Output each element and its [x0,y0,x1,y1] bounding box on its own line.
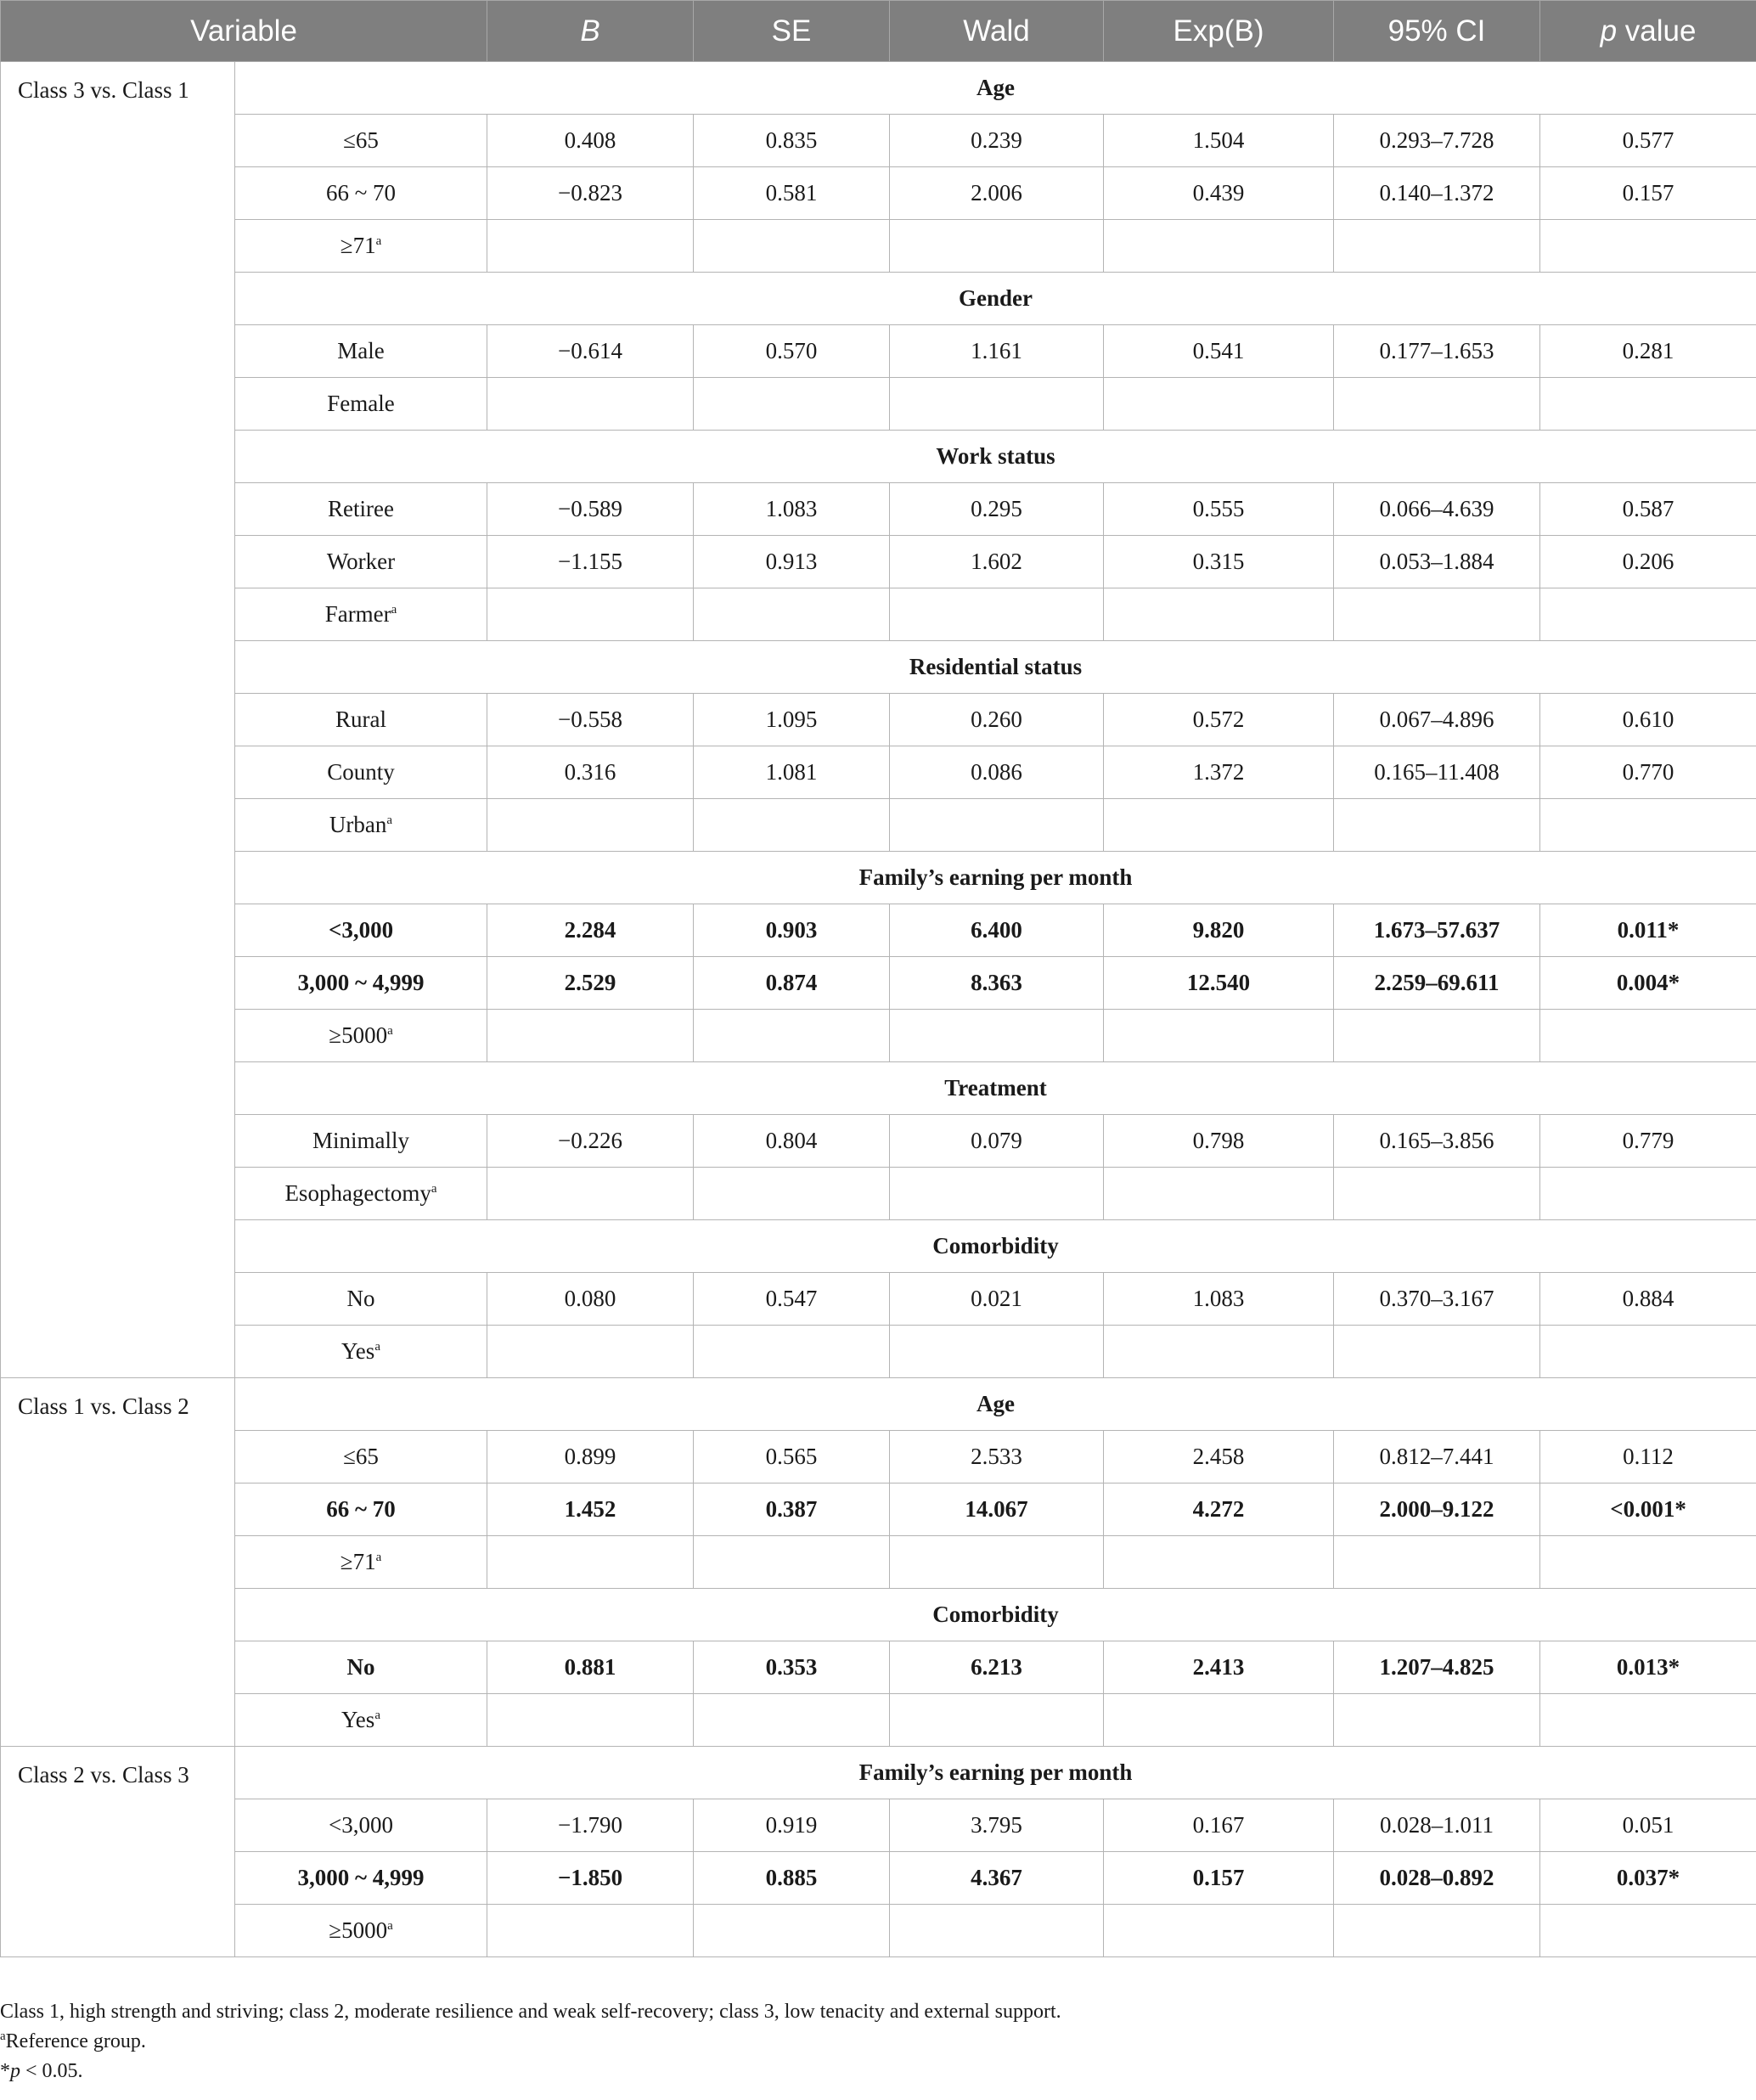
column-header-b: B [487,1,694,62]
section-title: Work status [235,431,1756,483]
pvalue-cell [1540,1905,1756,1957]
ci-cell: 1.673–57.637 [1334,904,1540,957]
expb-cell: 1.372 [1104,746,1334,799]
se-cell: 0.565 [694,1431,890,1484]
se-cell: 0.913 [694,536,890,588]
variable-label: <3,000 [328,917,394,943]
pvalue-cell: 0.206 [1540,536,1756,588]
section-header-row [1,62,1756,115]
table-row [1,325,1756,378]
b-cell: 0.881 [487,1641,694,1694]
b-cell: 1.452 [487,1484,694,1536]
wald-cell [890,378,1104,431]
ci-cell: 0.053–1.884 [1334,536,1540,588]
ci-cell: 0.177–1.653 [1334,325,1540,378]
variable-label: 66 ~ 70 [326,1496,396,1522]
b-cell: −1.850 [487,1852,694,1905]
section-header-row [1,1062,1756,1115]
ci-cell [1334,588,1540,641]
variable-label: Worker [326,549,396,574]
se-cell: 0.874 [694,957,890,1010]
wald-cell: 0.239 [890,115,1104,167]
table-row [1,220,1756,273]
pvalue-cell: 0.779 [1540,1115,1756,1168]
variable-label: Retiree [328,496,394,521]
variable-label: ≥5000 [329,1022,388,1048]
variable-cell [235,483,487,536]
wald-cell: 0.295 [890,483,1104,536]
expb-cell: 1.504 [1104,115,1334,167]
table-row [1,957,1756,1010]
section-title: Family’s earning per month [235,852,1756,904]
reference-marker: a [387,1024,393,1038]
se-cell: 1.083 [694,483,890,536]
pvalue-cell: 0.051 [1540,1799,1756,1852]
se-cell: 0.581 [694,167,890,220]
reference-marker: a [374,1340,380,1354]
b-cell [487,799,694,852]
ci-cell: 0.812–7.441 [1334,1431,1540,1484]
b-cell [487,378,694,431]
variable-label: ≤65 [343,127,379,153]
pvalue-header-p: p [1600,14,1618,48]
ci-cell [1334,1905,1540,1957]
wald-cell: 0.260 [890,694,1104,746]
table-row [1,1852,1756,1905]
variable-label: ≥5000 [329,1917,388,1943]
pvalue-cell: 0.884 [1540,1273,1756,1326]
variable-cell [235,1641,487,1694]
pvalue-cell [1540,1168,1756,1220]
expb-cell: 2.413 [1104,1641,1334,1694]
expb-cell: 0.315 [1104,536,1334,588]
variable-label: Minimally [312,1128,409,1153]
ci-cell: 0.165–11.408 [1334,746,1540,799]
table-row [1,1484,1756,1536]
variable-label: County [327,759,395,785]
wald-cell [890,1168,1104,1220]
ci-cell: 0.066–4.639 [1334,483,1540,536]
b-cell: −0.589 [487,483,694,536]
wald-cell [890,1010,1104,1062]
pvalue-cell [1540,799,1756,852]
pvalue-cell: <0.001* [1540,1484,1756,1536]
variable-cell [235,115,487,167]
section-title: Residential status [235,641,1756,694]
variable-cell [235,694,487,746]
reference-marker: a [375,234,382,248]
wald-cell: 2.533 [890,1431,1104,1484]
ci-cell [1334,1536,1540,1589]
section-title: Treatment [235,1062,1756,1115]
expb-cell: 1.083 [1104,1273,1334,1326]
variable-label: Yes [341,1707,375,1732]
pvalue-cell: 0.013* [1540,1641,1756,1694]
ci-cell: 0.140–1.372 [1334,167,1540,220]
variable-cell [235,325,487,378]
wald-cell: 6.213 [890,1641,1104,1694]
table-row [1,1905,1756,1957]
variable-cell [235,1852,487,1905]
expb-cell [1104,1326,1334,1378]
ci-cell [1334,378,1540,431]
table-row [1,904,1756,957]
expb-cell: 12.540 [1104,957,1334,1010]
expb-cell [1104,1010,1334,1062]
wald-cell: 14.067 [890,1484,1104,1536]
table-row [1,1431,1756,1484]
variable-cell [235,1273,487,1326]
pvalue-cell [1540,1694,1756,1747]
footnote-sig-text: < 0.05. [20,2060,83,2082]
pvalue-cell: 0.112 [1540,1431,1756,1484]
ci-cell: 0.028–1.011 [1334,1799,1540,1852]
table-row [1,1536,1756,1589]
variable-cell [235,588,487,641]
pvalue-cell [1540,588,1756,641]
section-header-row [1,1747,1756,1799]
pvalue-cell: 0.281 [1540,325,1756,378]
table-row [1,1168,1756,1220]
table-row [1,536,1756,588]
variable-cell [235,957,487,1010]
expb-cell: 0.572 [1104,694,1334,746]
b-cell: 0.316 [487,746,694,799]
expb-cell [1104,1168,1334,1220]
variable-cell [235,746,487,799]
comparison-group-label: Class 2 vs. Class 3 [1,1747,235,1957]
footnote-reference-marker: a [0,2030,6,2043]
wald-cell [890,1326,1104,1378]
pvalue-cell: 0.587 [1540,483,1756,536]
column-header-wald: Wald [890,1,1104,62]
variable-cell [235,536,487,588]
variable-label: ≥71 [340,233,376,258]
footnote-sig-marker: * [0,2060,10,2082]
variable-cell [235,1484,487,1536]
table-row [1,1694,1756,1747]
pvalue-cell [1540,1326,1756,1378]
ci-cell: 0.370–3.167 [1334,1273,1540,1326]
wald-cell: 8.363 [890,957,1104,1010]
section-header-row [1,1589,1756,1641]
ci-cell: 2.000–9.122 [1334,1484,1540,1536]
ci-cell: 0.293–7.728 [1334,115,1540,167]
reference-marker: a [387,1919,393,1933]
b-cell [487,220,694,273]
table-row [1,799,1756,852]
table-row [1,167,1756,220]
variable-cell [235,1536,487,1589]
variable-cell [235,799,487,852]
section-header-row [1,641,1756,694]
wald-cell: 6.400 [890,904,1104,957]
reference-marker: a [375,1551,382,1564]
b-cell [487,1905,694,1957]
column-header-expb: Exp(B) [1104,1,1334,62]
se-cell: 0.570 [694,325,890,378]
comparison-group-label: Class 1 vs. Class 2 [1,1378,235,1747]
header-row [1,1,1756,62]
section-title: Comorbidity [235,1220,1756,1273]
expb-cell: 0.439 [1104,167,1334,220]
expb-cell: 4.272 [1104,1484,1334,1536]
expb-cell: 0.157 [1104,1852,1334,1905]
expb-cell: 0.541 [1104,325,1334,378]
se-cell [694,1905,890,1957]
variable-label: No [346,1286,375,1311]
se-cell: 0.804 [694,1115,890,1168]
ci-cell: 0.067–4.896 [1334,694,1540,746]
section-title: Family’s earning per month [235,1747,1756,1799]
wald-cell [890,1694,1104,1747]
ci-cell [1334,1010,1540,1062]
se-cell: 0.903 [694,904,890,957]
section-title: Gender [235,273,1756,325]
variable-label: ≤65 [343,1444,379,1469]
footnote-significance [0,2057,1749,2086]
variable-cell [235,1168,487,1220]
footnote-sig-var: p [10,2060,20,2082]
table-row [1,1273,1756,1326]
ci-cell [1334,1168,1540,1220]
section-header-row [1,431,1756,483]
ci-cell: 0.028–0.892 [1334,1852,1540,1905]
wald-cell [890,1905,1104,1957]
b-cell: −0.823 [487,167,694,220]
wald-cell [890,588,1104,641]
variable-cell [235,1431,487,1484]
ci-cell [1334,1326,1540,1378]
comparison-group-label: Class 3 vs. Class 1 [1,62,235,1378]
table-footnotes [0,1997,1749,2086]
expb-cell: 0.555 [1104,483,1334,536]
variable-cell [235,904,487,957]
se-cell [694,1168,890,1220]
ci-cell [1334,1694,1540,1747]
table-row [1,746,1756,799]
table-row [1,694,1756,746]
table-row [1,1641,1756,1694]
wald-cell: 1.602 [890,536,1104,588]
wald-cell: 3.795 [890,1799,1104,1852]
b-cell: −0.614 [487,325,694,378]
b-cell [487,1326,694,1378]
expb-cell: 2.458 [1104,1431,1334,1484]
se-cell: 0.885 [694,1852,890,1905]
section-header-row [1,852,1756,904]
b-cell [487,1010,694,1062]
reference-marker: a [431,1182,437,1196]
column-header-ci: 95% CI [1334,1,1540,62]
variable-label: Yes [341,1338,375,1364]
pvalue-header-rest: value [1617,14,1697,48]
se-cell [694,378,890,431]
se-cell [694,799,890,852]
column-header-variable: Variable [1,1,487,62]
b-cell: 0.899 [487,1431,694,1484]
wald-cell [890,220,1104,273]
variable-cell [235,1694,487,1747]
b-cell: −0.226 [487,1115,694,1168]
table-row [1,1799,1756,1852]
se-cell: 0.835 [694,115,890,167]
variable-label: Farmer [324,601,391,627]
section-header-row [1,273,1756,325]
b-cell [487,1536,694,1589]
expb-cell [1104,1536,1334,1589]
footnote-reference-text: Reference group. [5,2030,146,2052]
expb-cell: 0.798 [1104,1115,1334,1168]
column-header-pvalue [1540,1,1756,62]
b-cell: 2.529 [487,957,694,1010]
se-cell [694,1536,890,1589]
variable-cell [235,1326,487,1378]
reference-marker: a [374,1709,380,1722]
table-body [1,62,1756,1957]
pvalue-cell: 0.157 [1540,167,1756,220]
expb-cell [1104,1694,1334,1747]
section-title: Age [235,62,1756,115]
wald-cell [890,1536,1104,1589]
table-row [1,1010,1756,1062]
se-cell [694,1694,890,1747]
se-cell: 1.095 [694,694,890,746]
table-row [1,1326,1756,1378]
reference-marker: a [386,814,393,827]
expb-cell [1104,1905,1334,1957]
table-row [1,1115,1756,1168]
ci-cell [1334,220,1540,273]
se-cell [694,1010,890,1062]
pvalue-cell [1540,1536,1756,1589]
wald-cell: 0.086 [890,746,1104,799]
table-row [1,588,1756,641]
variable-cell [235,1905,487,1957]
b-cell [487,1168,694,1220]
footnote-reference [0,2027,1749,2057]
se-cell: 0.353 [694,1641,890,1694]
section-title: Comorbidity [235,1589,1756,1641]
pvalue-cell: 0.770 [1540,746,1756,799]
ci-cell: 0.165–3.856 [1334,1115,1540,1168]
se-cell: 0.387 [694,1484,890,1536]
reference-marker: a [391,603,397,616]
variable-label: Urban [329,812,387,837]
table-header [1,1,1756,62]
ci-cell: 1.207–4.825 [1334,1641,1540,1694]
se-cell [694,588,890,641]
wald-cell: 4.367 [890,1852,1104,1905]
expb-cell: 0.167 [1104,1799,1334,1852]
pvalue-cell: 0.011* [1540,904,1756,957]
variable-cell [235,1799,487,1852]
ci-cell [1334,799,1540,852]
table-row [1,115,1756,167]
expb-cell [1104,220,1334,273]
variable-cell [235,167,487,220]
se-cell [694,1326,890,1378]
b-cell: 0.080 [487,1273,694,1326]
pvalue-cell [1540,378,1756,431]
table-row [1,483,1756,536]
b-cell: −1.790 [487,1799,694,1852]
footnote-classes: Class 1, high strength and striving; class 2, moderate resilience and weak self-recovery; class 3, low tenacity and external support. [0,2001,1061,2023]
b-cell: 0.408 [487,115,694,167]
section-header-row [1,1378,1756,1431]
pvalue-cell: 0.004* [1540,957,1756,1010]
b-cell: 2.284 [487,904,694,957]
b-cell [487,1694,694,1747]
wald-cell [890,799,1104,852]
wald-cell: 0.079 [890,1115,1104,1168]
variable-label: Esophagectomy [284,1180,431,1206]
se-cell [694,220,890,273]
pvalue-cell: 0.577 [1540,115,1756,167]
variable-label: 66 ~ 70 [325,180,397,205]
expb-cell [1104,588,1334,641]
ci-cell: 2.259–69.611 [1334,957,1540,1010]
column-header-se: SE [694,1,890,62]
variable-label: Male [337,338,385,363]
se-cell: 0.919 [694,1799,890,1852]
expb-cell: 9.820 [1104,904,1334,957]
b-cell: −1.155 [487,536,694,588]
section-header-row [1,1220,1756,1273]
se-cell: 1.081 [694,746,890,799]
variable-label: <3,000 [329,1812,393,1838]
variable-label: No [346,1654,375,1680]
pvalue-cell: 0.037* [1540,1852,1756,1905]
table-row [1,378,1756,431]
variable-cell [235,378,487,431]
pvalue-cell [1540,1010,1756,1062]
variable-cell [235,220,487,273]
expb-cell [1104,799,1334,852]
wald-cell: 0.021 [890,1273,1104,1326]
variable-label: 3,000 ~ 4,999 [297,1865,425,1890]
wald-cell: 2.006 [890,167,1104,220]
pvalue-cell: 0.610 [1540,694,1756,746]
se-cell: 0.547 [694,1273,890,1326]
b-cell: −0.558 [487,694,694,746]
variable-label: Female [327,391,395,416]
expb-cell [1104,378,1334,431]
variable-label: Rural [335,707,386,732]
pvalue-cell [1540,220,1756,273]
b-cell [487,588,694,641]
section-title: Age [235,1378,1756,1431]
variable-cell [235,1115,487,1168]
variable-label: 3,000 ~ 4,999 [297,970,425,995]
variable-label: ≥71 [340,1549,376,1574]
wald-cell: 1.161 [890,325,1104,378]
variable-cell [235,1010,487,1062]
